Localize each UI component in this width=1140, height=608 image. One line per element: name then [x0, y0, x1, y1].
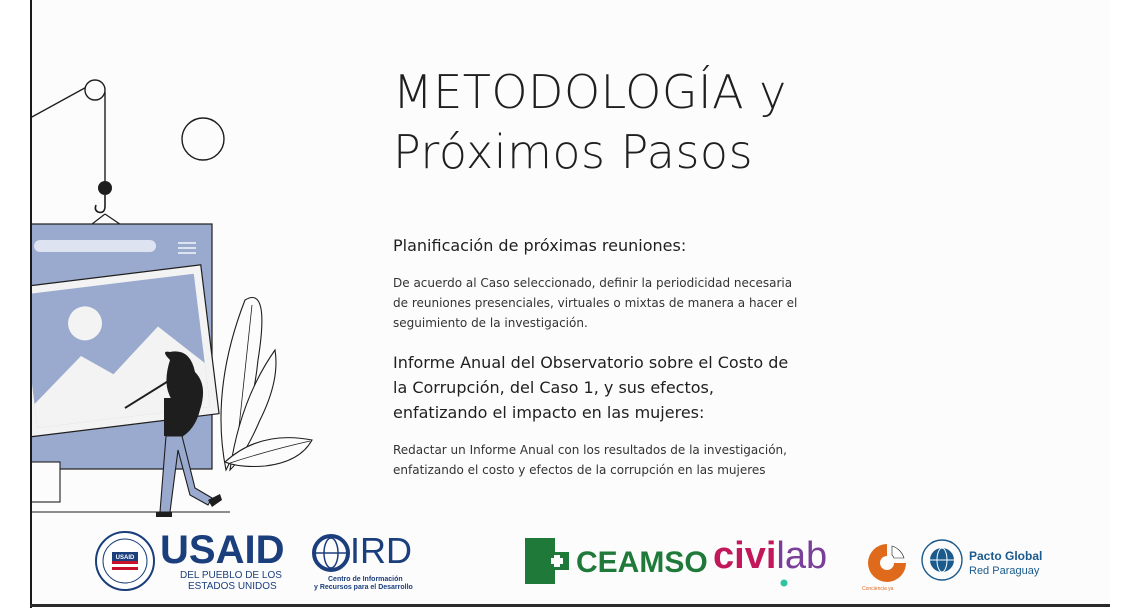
heading-line: enfatizando el impacto en las mujeres:	[393, 403, 705, 422]
hook-ball-icon	[98, 181, 112, 195]
bottom-border	[30, 604, 1110, 607]
body-line: de reuniones presenciales, virtuales o mixtas de manera a hacer el	[393, 296, 798, 310]
body-line: Redactar un Informe Anual con los resultados de la investigación,	[393, 443, 787, 457]
circle-decoration	[182, 118, 224, 160]
crane-arm-line	[30, 84, 92, 118]
section-heading-planning: Planificación de próximas reuniones:	[393, 236, 687, 255]
ceamso-wordmark: CEAMSO	[576, 546, 708, 579]
civilab-wordmark	[713, 534, 827, 578]
globe-icon	[312, 534, 350, 572]
cird-subtitle-2: y Recursos para el Desarrollo	[314, 584, 413, 591]
pacto-global-subtitle: Red Paraguay	[969, 565, 1040, 577]
presentation-slide	[30, 0, 1110, 606]
section-body-planning	[393, 273, 853, 333]
title-line-1: METODOLOGÍA y	[393, 65, 787, 119]
box-shape	[30, 462, 60, 502]
heading-line: Informe Anual del Observatorio sobre el Costo de	[393, 353, 789, 372]
cird-subtitle-1: Centro de Información	[328, 576, 403, 583]
pacto-global-title: Pacto Global	[969, 549, 1043, 563]
body-line: seguimiento de la investigación.	[393, 316, 588, 330]
left-border	[30, 0, 32, 608]
cird-wordmark: IRD	[350, 530, 412, 571]
section-body-report	[393, 440, 853, 480]
body-line: De acuerdo al Caso seleccionado, definir la periodicidad necesaria	[393, 276, 793, 290]
conciencia-logo-icon	[864, 540, 910, 586]
slide-title	[393, 62, 953, 182]
usaid-seal-text: USAID	[115, 555, 135, 561]
conciencia-label: Conciencia ya	[862, 586, 894, 592]
body-line: enfatizando el costo y efectos de la corrupción en las mujeres	[393, 463, 766, 477]
usaid-subtitle-2: ESTADOS UNIDOS	[188, 581, 277, 592]
browser-address-bar	[34, 240, 156, 252]
section-heading-report	[393, 350, 863, 425]
partner-logos	[30, 520, 1110, 606]
ceamso-cross-icon	[525, 538, 569, 584]
dot-icon	[780, 579, 788, 587]
title-line-2: Próximos Pasos	[393, 125, 754, 179]
usaid-subtitle-1: DEL PUEBLO DE LOS	[180, 570, 282, 581]
heading-line: la Corrupción, del Caso 1, y sus efectos,	[393, 378, 714, 397]
usaid-wordmark: USAID	[160, 528, 285, 572]
un-global-compact-icon	[920, 538, 964, 582]
menu-icon	[178, 242, 196, 254]
civilab-part-lab: lab	[776, 535, 828, 577]
usaid-seal-icon	[94, 530, 156, 592]
construction-illustration	[30, 0, 360, 520]
civilab-part-civi: civi	[713, 535, 777, 577]
pulley-icon	[85, 80, 105, 100]
hook-icon	[95, 195, 105, 212]
